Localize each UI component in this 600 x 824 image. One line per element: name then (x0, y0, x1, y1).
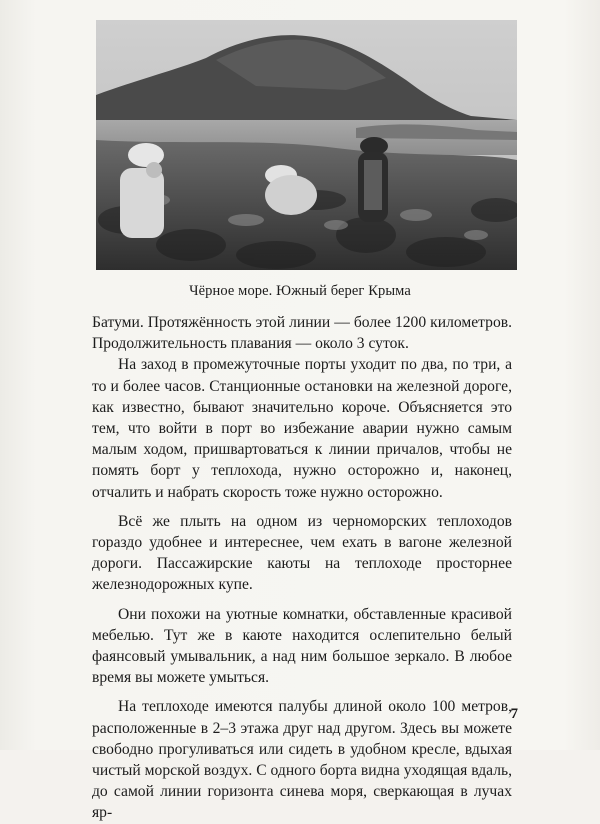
paragraph: На заход в промежуточные порты уходит по два, по три, а то и более часов. Станционные остановки на железной дороге, как известно, бывают значительно короче. Объясняется это тем, что войти в порт во избежание аварии нужно самым малым ходом, пришвартоваться к линии причалов, чтобы не помять борт у теплохода, нужно осторожно и, наконец, отчалить и набрать скорость тоже нужно осторожно. (92, 356, 512, 501)
crimea-photo (96, 20, 517, 270)
photo-caption: Чёрное море. Южный берег Крыма (189, 283, 411, 299)
body-text (92, 312, 512, 824)
photo-illustration (96, 20, 517, 270)
paragraph: Они похожи на уютные комнатки, обставленные красивой мебелью. Тут же в каюте находится ослепительно белый фаянсовый умывальник, а над ним большое зеркало. В любое время вы можете умыться. (92, 605, 512, 687)
paragraph: Всё же плыть на одном из черноморских теплоходов гораздо удобнее и интереснее, чем ехать в вагоне железной дороги. Пассажирские каюты на теплоходе просторнее железнодорожных купе. (92, 512, 512, 594)
paragraph: Батуми. Протяжённость этой линии — более 1200 километров. Продолжительность плавания — около 3 суток. (92, 314, 512, 353)
page-number: 7 (510, 706, 518, 722)
paragraph: На теплоходе имеются палубы длиной около 100 метров, расположенные в 2–3 этажа друг над другом. Здесь вы можете свободно прогуливаться или сидеть в удобном кресле, вдыхая чистый морской воздух. С одного борта видна уходящая вдаль, до самой линии горизонта синева моря, сверкающая в лучах яр- (92, 698, 512, 822)
worker-figure-right (358, 137, 388, 222)
